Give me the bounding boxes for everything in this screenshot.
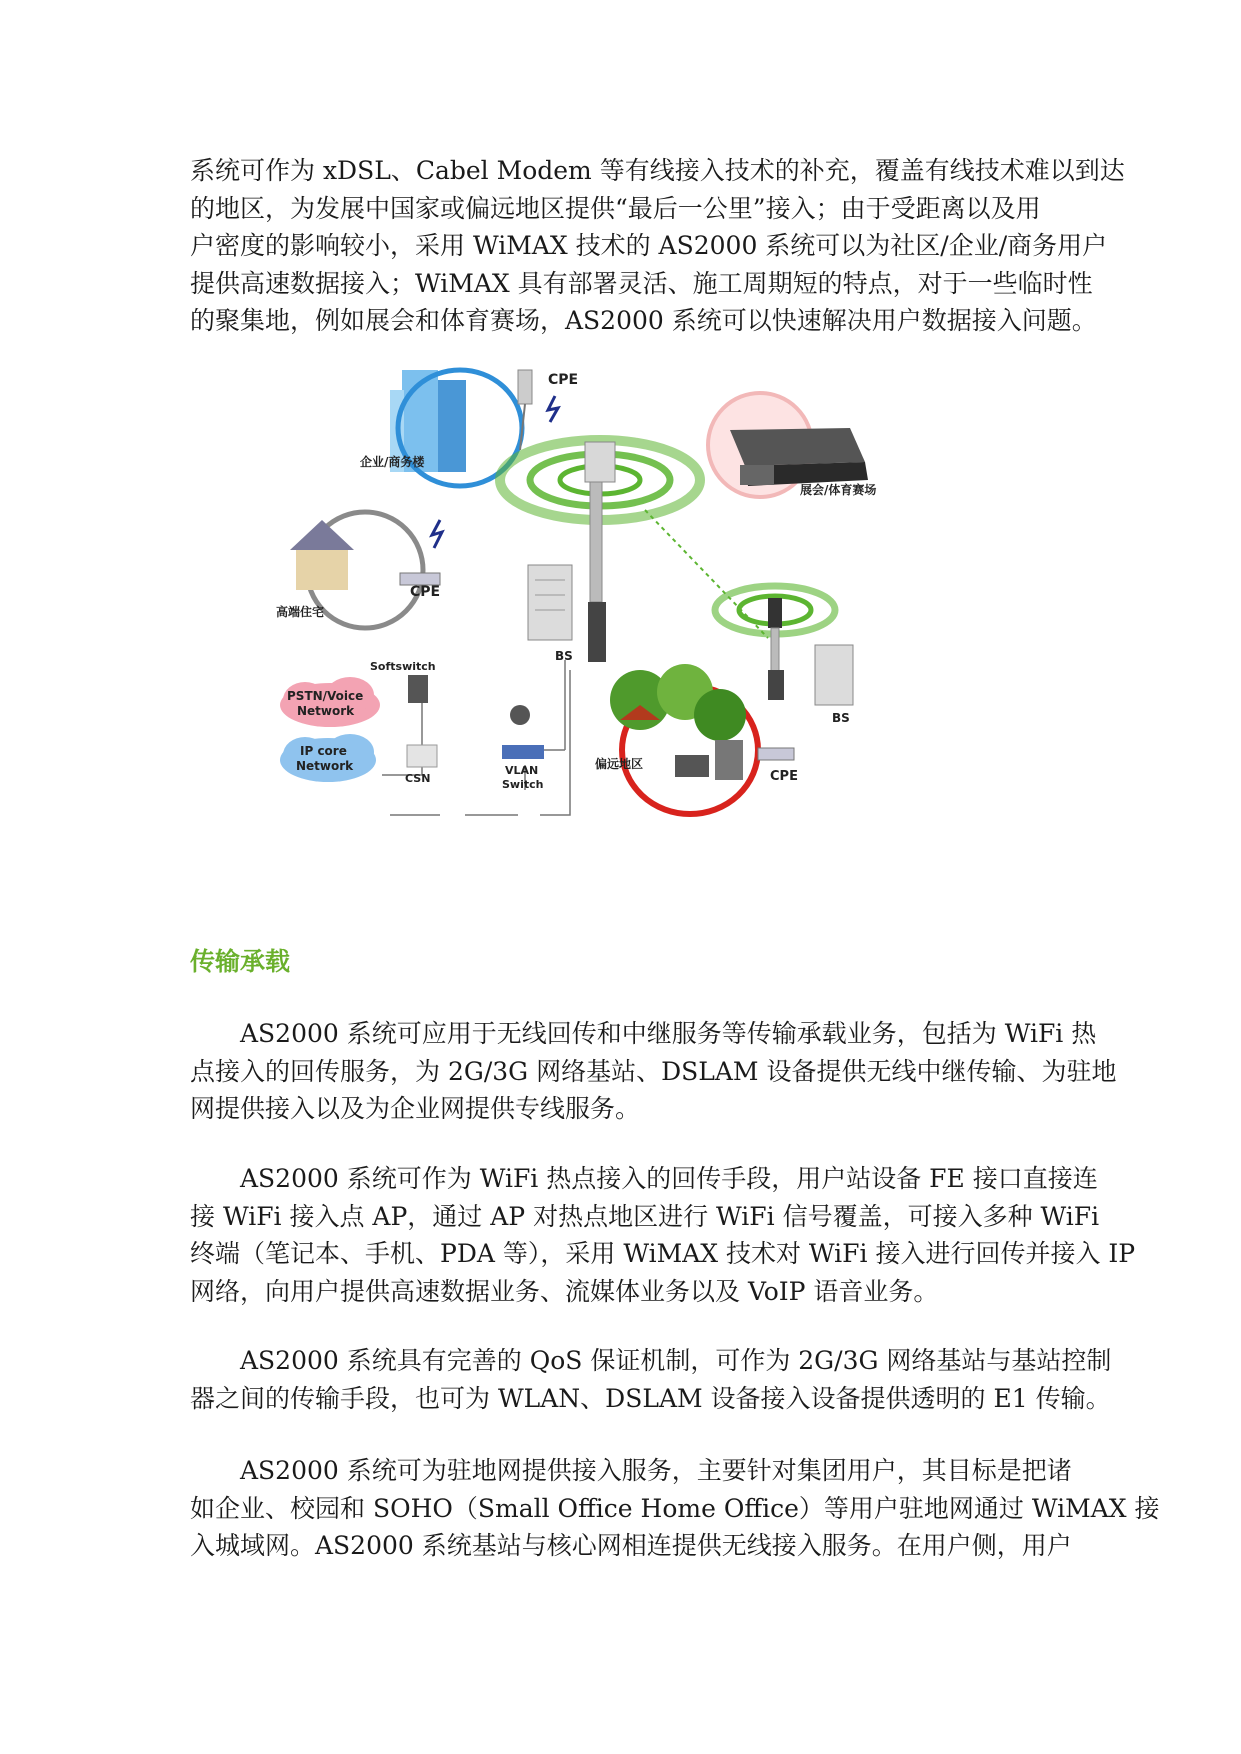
forest-icon [610, 664, 746, 741]
csn-server-icon [407, 745, 437, 767]
text-line: AS2000 系统具有完善的 QoS 保证机制，可作为 2G/3G 网络基站与基站控制 [190, 1346, 1112, 1375]
network-diagram-svg [276, 370, 990, 920]
paragraph-access-intro [190, 152, 1125, 340]
text-line: AS2000 系统可应用于无线回传和中继服务等传输承载业务，包括为 WiFi 热 [190, 1019, 1097, 1048]
house-icon [290, 520, 354, 590]
bs-tower-remote-icon [768, 598, 784, 700]
wireless-bolt-icon [548, 396, 558, 422]
label-csn: CSN [405, 772, 431, 785]
label-vlan-1: VLAN [505, 764, 539, 777]
paragraph-wifi-backhaul [190, 1160, 1136, 1310]
label-pstn-1: PSTN/Voice [287, 689, 364, 703]
label-softswitch: Softswitch [370, 660, 436, 673]
label-cpe-top: CPE [548, 372, 579, 388]
remote-pc-icon [715, 740, 743, 780]
label-enterprise: 企业/商务楼 [360, 455, 425, 469]
text-line: AS2000 系统可为驻地网提供接入服务，主要针对集团用户，其目标是把诸 [190, 1456, 1072, 1485]
cpe-remote-icon [758, 748, 794, 760]
network-diagram [276, 370, 990, 920]
text-line: 系统可作为 xDSL、Cabel Modem 等有线接入技术的补充，覆盖有线技术难以到达 [190, 156, 1125, 185]
label-pstn-2: Network [297, 704, 355, 718]
ipcore-cloud-icon [280, 734, 376, 782]
label-cpe-home: CPE [410, 584, 441, 600]
paragraph-premises [190, 1452, 1160, 1565]
paragraph-qos [190, 1342, 1112, 1417]
text-line: 网络，向用户提供高速数据业务、流媒体业务以及 VoIP 语音业务。 [190, 1276, 939, 1306]
laptop-icon [740, 465, 774, 485]
text-line: 如企业、校园和 SOHO（Small Office Home Office）等用户驻地网通过 WiMAX 接 [190, 1493, 1160, 1523]
bs-tower-main-icon [585, 442, 615, 662]
text-line: 的聚集地，例如展会和体育赛场，AS2000 系统可以快速解决用户数据接入问题。 [190, 306, 1097, 335]
cpe-top-icon [518, 370, 532, 404]
vlan-switch-icon [502, 745, 544, 759]
label-vlan-2: Switch [502, 778, 544, 791]
text-line: 网提供接入以及为企业网提供专线服务。 [190, 1094, 641, 1123]
bs-cabinet-remote-icon [815, 645, 853, 705]
remote-laptop-icon [675, 755, 709, 777]
bs-cabinet-main-icon [528, 565, 572, 640]
softswitch-icon [408, 675, 428, 703]
text-line: AS2000 系统可作为 WiFi 热点接入的回传手段，用户站设备 FE 接口直接连 [190, 1164, 1098, 1193]
text-line: 终端（笔记本、手机、PDA 等），采用 WiMAX 技术对 WiFi 接入进行回传并接入 IP [190, 1239, 1136, 1268]
wireless-bolt-icon [432, 520, 442, 548]
label-cpe-remote: CPE [770, 769, 798, 784]
text-line: 户密度的影响较小，采用 WiMAX 技术的 AS2000 系统可以为社区/企业/商务用户 [190, 231, 1108, 260]
label-home: 高端住宅 [276, 605, 325, 619]
text-line: 点接入的回传服务，为 2G/3G 网络基站、DSLAM 设备提供无线中继传输、为驻地 [190, 1056, 1117, 1086]
section-heading: 传输承载 [190, 947, 291, 976]
label-bs-remote: BS [832, 711, 850, 725]
label-ipcore-1: IP core [300, 744, 347, 758]
text-line: 入城域网。AS2000 系统基站与核心网相连提供无线接入服务。在用户侧，用户 [190, 1531, 1072, 1560]
text-line: 提供高速数据接入；WiMAX 具有部署灵活、施工周期短的特点，对于一些临时性 [190, 268, 1093, 298]
text-line: 的地区，为发展中国家或偏远地区提供“最后一公里”接入；由于受距离以及用 [190, 193, 1041, 223]
text-line: 器之间的传输手段，也可为 WLAN、DSLAM 设备接入设备提供透明的 E1 传输。 [190, 1383, 1111, 1413]
paragraph-transport [190, 1015, 1117, 1128]
label-bs-main: BS [555, 649, 573, 663]
label-ipcore-2: Network [296, 759, 354, 773]
label-exhibition: 展会/体育赛场 [800, 483, 877, 497]
operator-icon [510, 705, 530, 725]
label-remote-area: 偏远地区 [595, 757, 644, 771]
text-line: 接 WiFi 接入点 AP，通过 AP 对热点地区进行 WiFi 信号覆盖，可接入多种 WiFi [190, 1201, 1100, 1231]
